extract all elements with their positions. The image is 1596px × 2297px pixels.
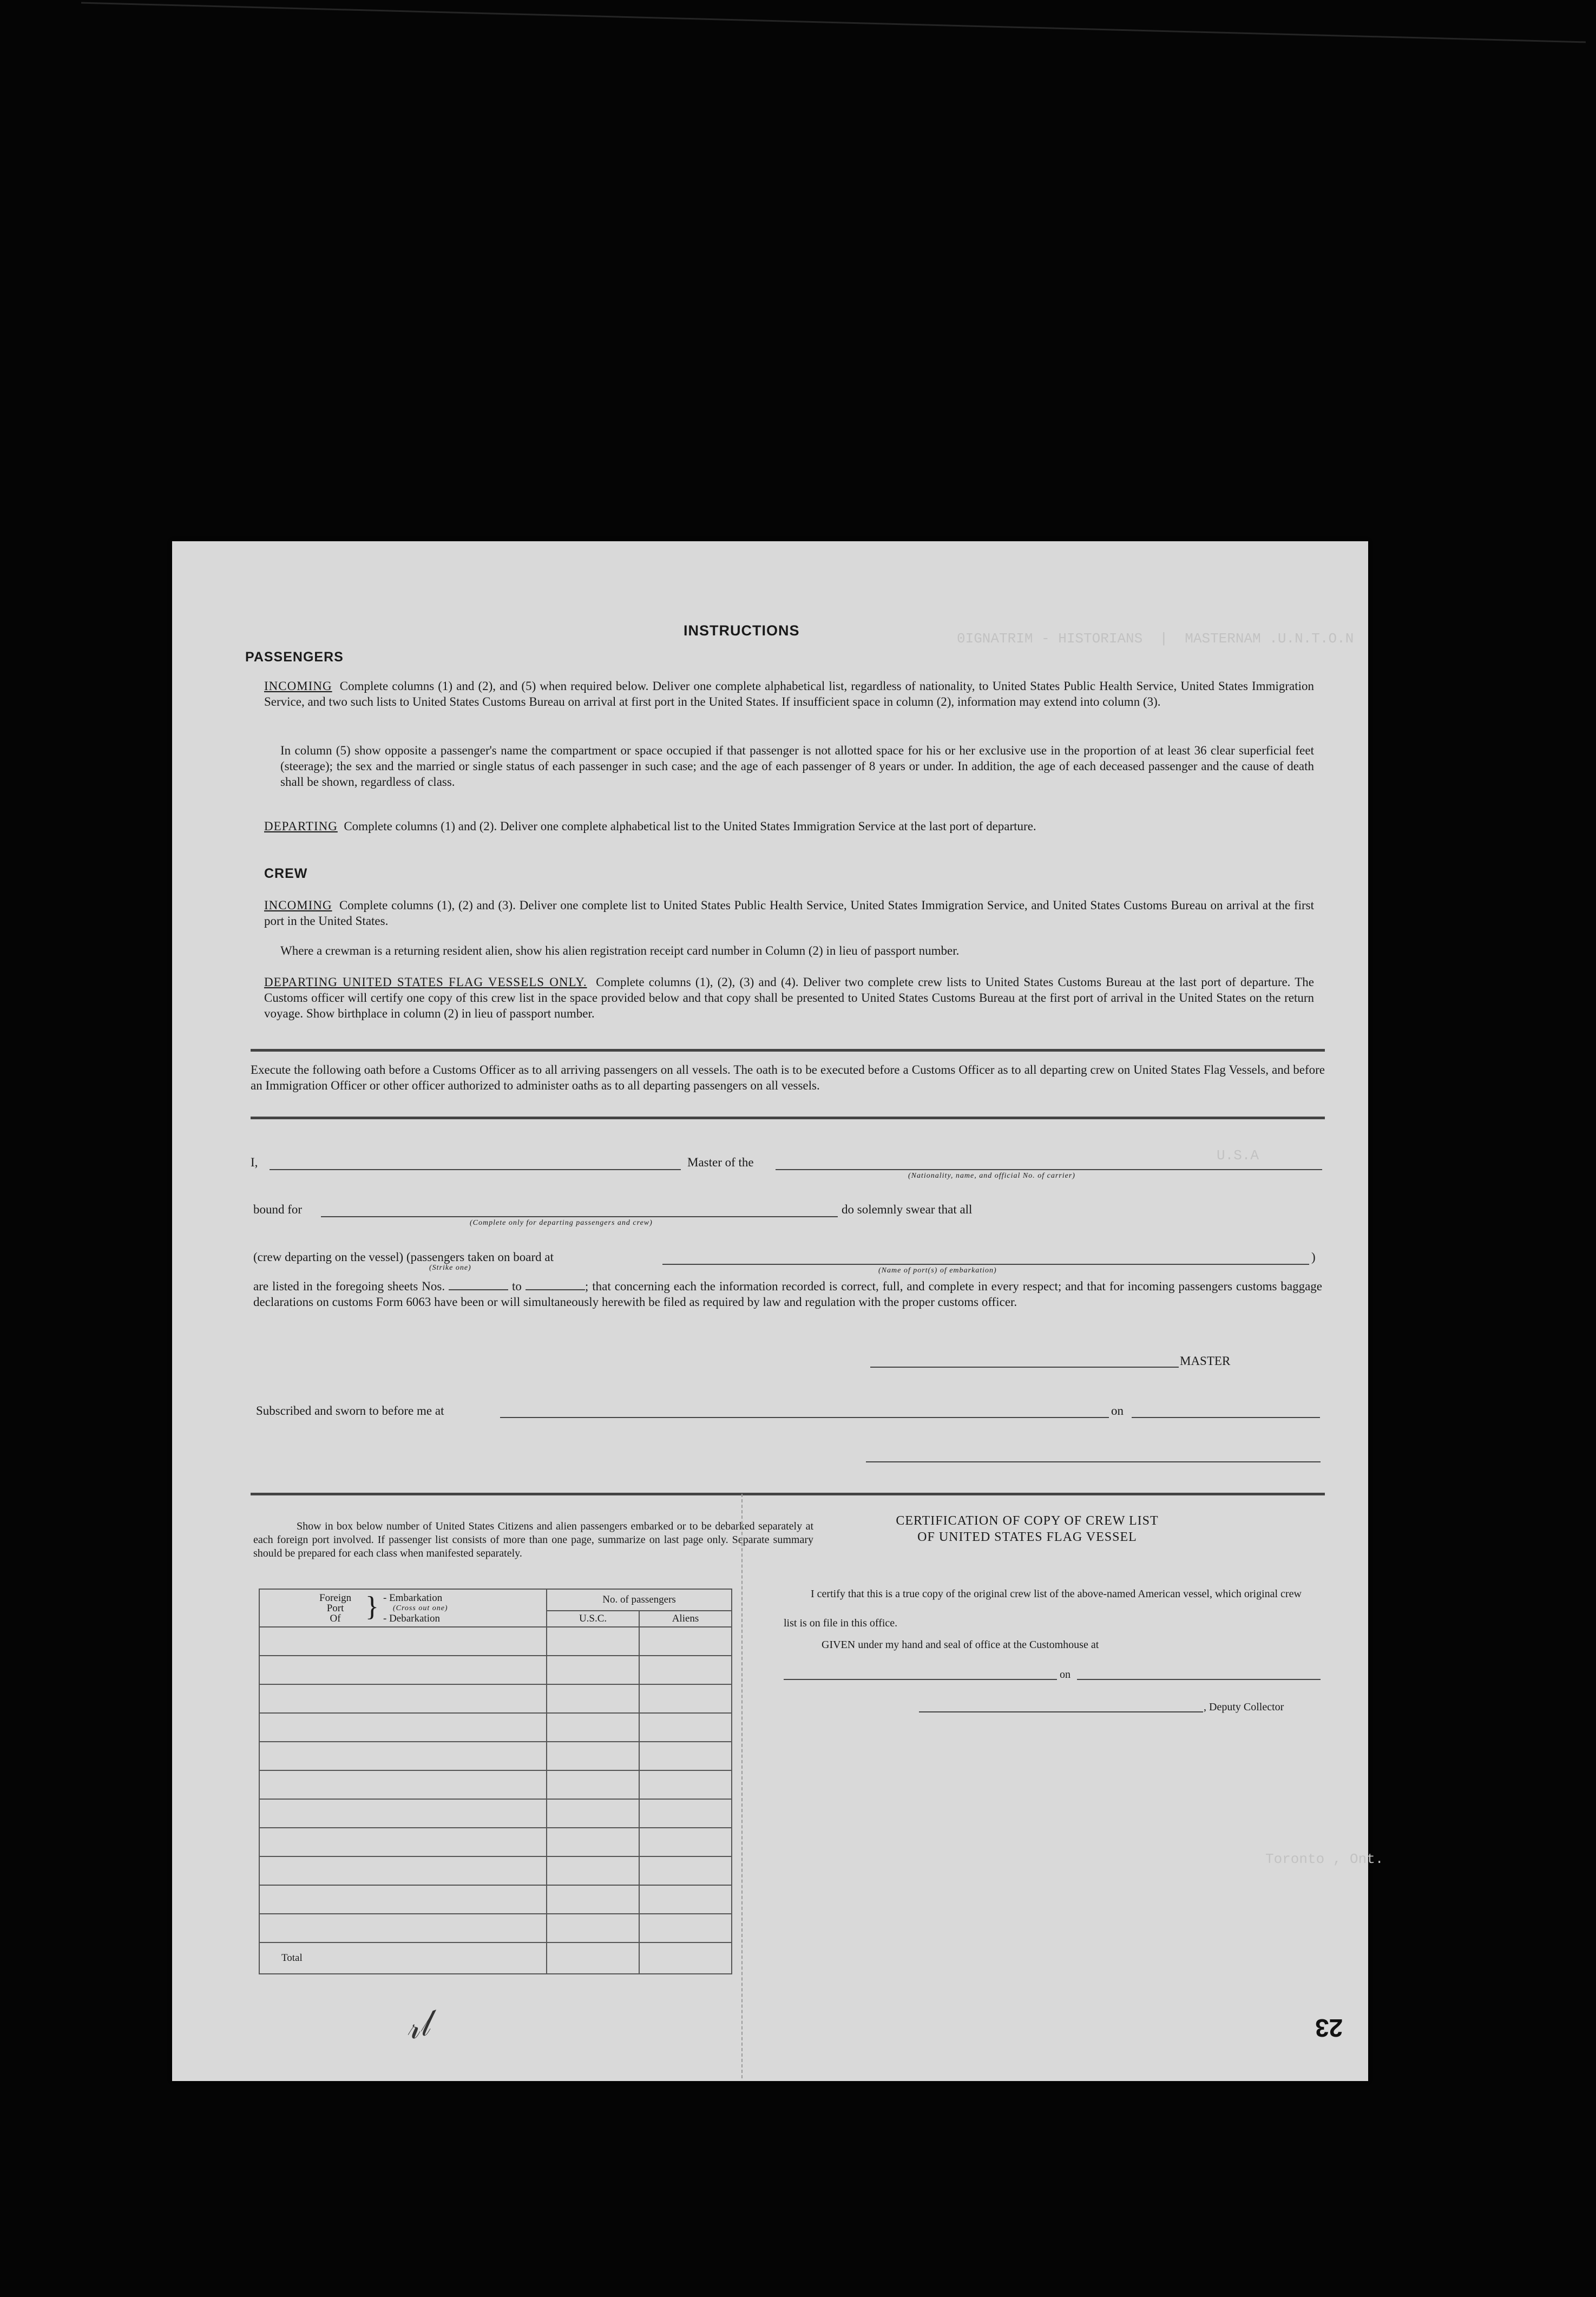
bleed-through-text: U.S.A bbox=[1217, 1147, 1259, 1164]
usc-cell[interactable] bbox=[547, 1856, 639, 1885]
strike-one-caption: (Strike one) bbox=[429, 1264, 471, 1272]
certification-on: on bbox=[1060, 1669, 1070, 1681]
carrier-caption: (Nationality, name, and official No. of carrier) bbox=[908, 1172, 1075, 1180]
crew-departing-label: DEPARTING UNITED STATES FLAG VESSELS ONLY. bbox=[264, 975, 587, 989]
table-row bbox=[259, 1684, 732, 1713]
port-cell[interactable] bbox=[259, 1856, 547, 1885]
customhouse-field[interactable] bbox=[784, 1679, 1057, 1680]
table-row bbox=[259, 1770, 732, 1799]
ports-of-embarkation-field[interactable] bbox=[662, 1264, 1309, 1265]
film-edge bbox=[81, 2, 1586, 114]
passengers-header-cell bbox=[547, 1589, 732, 1627]
crew-departing-paragraph bbox=[264, 974, 1314, 1021]
usc-cell[interactable] bbox=[547, 1799, 639, 1828]
usc-cell[interactable] bbox=[547, 1684, 639, 1713]
passengers-incoming-paragraph bbox=[264, 678, 1314, 710]
oath-listed-paragraph bbox=[253, 1278, 1322, 1310]
oath-listed-part2: ; that concerning each the information recorded is correct, full, and complete in every respect; and that for incoming passengers customs baggage declarations on customs Form 6063 have been or will simultaneously herewith be filed as required by law and regulation with the proper customs officer. bbox=[253, 1279, 1323, 1309]
aliens-cell[interactable] bbox=[639, 1742, 732, 1770]
carrier-field[interactable] bbox=[776, 1169, 1322, 1170]
usc-cell[interactable] bbox=[547, 1627, 639, 1656]
oath-listed-part1: are listed in the foregoing sheets Nos. bbox=[253, 1279, 445, 1293]
oath-intro: Execute the following oath before a Customs Officer as to all arriving passengers on all vessels. The oath is to be executed before a Customs Officer as to all departing crew on United States Flag Vessels, and before an Immigration Officer or other officer authorized to administer oaths as to all departing passengers on all vessels. bbox=[251, 1063, 1325, 1092]
port-cell[interactable] bbox=[259, 1713, 547, 1742]
crew-incoming-label: INCOMING bbox=[264, 898, 332, 912]
usc-column-header: U.S.C. bbox=[547, 1611, 640, 1626]
table-row bbox=[259, 1885, 732, 1914]
embarkation-option[interactable]: - Embarkation bbox=[383, 1592, 443, 1604]
no-of-passengers-label: No. of passengers bbox=[547, 1590, 731, 1611]
foreign-port-of-label: Foreign Port Of bbox=[319, 1592, 352, 1624]
page-title: INSTRUCTIONS bbox=[684, 622, 800, 639]
brace-icon: } bbox=[365, 1591, 379, 1622]
table-row bbox=[259, 1828, 732, 1856]
deputy-collector-label: , Deputy Collector bbox=[1204, 1701, 1284, 1713]
port-cell[interactable] bbox=[259, 1770, 547, 1799]
crew-incoming-paragraph bbox=[264, 897, 1314, 929]
port-header-cell bbox=[259, 1589, 547, 1627]
aliens-cell[interactable] bbox=[639, 1627, 732, 1656]
certification-text: I certify that this is a true copy of the original crew list of the above-named American vessel, which original crew list is on file in this office. bbox=[784, 1588, 1302, 1629]
master-label: MASTER bbox=[1180, 1354, 1231, 1368]
ports-caption: (Name of port(s) of embarkation) bbox=[878, 1266, 997, 1275]
passengers-departing-text: Complete columns (1) and (2). Deliver one complete alphabetical list to the United States Immigration Service at the last port of departure. bbox=[344, 819, 1036, 833]
sworn-on-label: on bbox=[1111, 1404, 1124, 1417]
certification-date-field[interactable] bbox=[1077, 1679, 1321, 1680]
aliens-cell[interactable] bbox=[639, 1885, 732, 1914]
oath-to: to bbox=[512, 1279, 522, 1293]
sworn-date-field[interactable] bbox=[1132, 1417, 1320, 1418]
master-name-field[interactable] bbox=[270, 1169, 681, 1170]
page-number: 23 bbox=[1315, 2014, 1343, 2042]
aliens-column-header: Aliens bbox=[672, 1613, 699, 1624]
crew-incoming-text: Complete columns (1), (2) and (3). Deliver one complete list to United States Public Health Service, United States Immigration Service, and United States Customs Bureau on arrival at the first port in the United States. bbox=[264, 898, 1314, 928]
aliens-cell[interactable] bbox=[639, 1856, 732, 1885]
box-instructions: Show in box below number of United States Citizens and alien passengers embarked or to be debarked separately at each foreign port involved. If passenger list consists of more than one page, summarize on last page only. Separate summary should be prepared for each class when manifested separately. bbox=[253, 1520, 813, 1559]
table-row bbox=[259, 1856, 732, 1885]
oath-do-swear: do solemnly swear that all bbox=[842, 1203, 973, 1216]
certification-title bbox=[822, 1513, 1233, 1545]
passengers-column5-paragraph: In column (5) show opposite a passenger's name the compartment or space occupied if that passenger is not allotted space for his or her exclusive use in the proportion of at least 36 clear superficial feet (steerage); the sex and the married or single status of each passenger in such case; and the age of each passenger of 8 years or under. In addition, the age of each deceased passenger and the cause of death shall be shown, regardless of class. bbox=[280, 744, 1314, 789]
port-cell[interactable] bbox=[259, 1684, 547, 1713]
subscribed-label: Subscribed and sworn to before me at bbox=[256, 1404, 444, 1417]
usc-cell[interactable] bbox=[547, 1914, 639, 1942]
passengers-incoming-label: INCOMING bbox=[264, 679, 332, 693]
passengers-heading: PASSENGERS bbox=[245, 649, 344, 665]
port-cell[interactable] bbox=[259, 1828, 547, 1856]
sheet-to-field[interactable] bbox=[526, 1281, 585, 1290]
master-signature-field[interactable] bbox=[870, 1367, 1179, 1368]
table-row bbox=[259, 1627, 732, 1656]
aliens-cell[interactable] bbox=[639, 1713, 732, 1742]
port-cell[interactable] bbox=[259, 1885, 547, 1914]
port-cell[interactable] bbox=[259, 1656, 547, 1684]
usc-cell[interactable] bbox=[547, 1713, 639, 1742]
oath-bound-for: bound for bbox=[253, 1203, 303, 1216]
table-row bbox=[259, 1656, 732, 1684]
table-row bbox=[259, 1914, 732, 1942]
document-page bbox=[172, 541, 1384, 2081]
passengers-departing-paragraph bbox=[264, 818, 1314, 834]
section-divider bbox=[251, 1049, 1325, 1052]
section-divider bbox=[251, 1493, 1325, 1495]
usc-cell[interactable] bbox=[547, 1828, 639, 1856]
deputy-signature-field[interactable] bbox=[919, 1711, 1203, 1712]
certification-title-line2: OF UNITED STATES FLAG VESSEL bbox=[917, 1530, 1137, 1544]
total-row bbox=[259, 1942, 732, 1974]
aliens-cell[interactable] bbox=[639, 1914, 732, 1942]
aliens-cell[interactable] bbox=[639, 1684, 732, 1713]
section-divider bbox=[251, 1117, 1325, 1119]
port-cell[interactable] bbox=[259, 1627, 547, 1656]
usc-cell[interactable] bbox=[547, 1770, 639, 1799]
port-cell[interactable] bbox=[259, 1914, 547, 1942]
passenger-count-table bbox=[259, 1589, 732, 1974]
bound-for-field[interactable] bbox=[321, 1216, 838, 1217]
certification-title-line1: CERTIFICATION OF COPY OF CREW LIST bbox=[896, 1514, 1159, 1528]
port-cell[interactable] bbox=[259, 1742, 547, 1770]
oath-i-label: I, bbox=[251, 1156, 258, 1169]
bleed-through-text: Toronto , Ont. bbox=[1265, 1851, 1384, 1867]
bound-caption: (Complete only for departing passengers and crew) bbox=[470, 1219, 653, 1227]
column-divider bbox=[741, 1494, 743, 2078]
usc-total-cell[interactable] bbox=[547, 1942, 639, 1974]
aliens-cell[interactable] bbox=[639, 1828, 732, 1856]
bleed-through-text: 0IGNATRIM - HISTORIANS | MASTERNAM .U.N.T.O.N bbox=[957, 631, 1354, 647]
table-row bbox=[259, 1799, 732, 1828]
usc-cell[interactable] bbox=[547, 1656, 639, 1684]
passengers-incoming-text: Complete columns (1) and (2), and (5) when required below. Deliver one complete alphabetical list, regardless of nationality, to United States Public Health Service, United States Immigration Service, and two such lists to United States Customs Bureau on arrival at first port in the United States. If insufficient space in column (2), information may extend into column (3). bbox=[264, 679, 1315, 708]
oath-close-paren: ) bbox=[1311, 1250, 1316, 1264]
crew-resident-paragraph: Where a crewman is a returning resident alien, show his alien registration receipt card number in Column (2) in lieu of passport number. bbox=[280, 944, 960, 957]
sheet-from-field[interactable] bbox=[449, 1281, 508, 1290]
oath-crew-departing: (crew departing on the vessel) (passengers taken on board at bbox=[253, 1250, 554, 1264]
usc-cell[interactable] bbox=[547, 1885, 639, 1914]
table-row bbox=[259, 1713, 732, 1742]
total-label: Total bbox=[259, 1942, 547, 1974]
aliens-cell[interactable] bbox=[639, 1799, 732, 1828]
aliens-cell[interactable] bbox=[639, 1770, 732, 1799]
table-row bbox=[259, 1742, 732, 1770]
cross-out-caption: (Cross out one) bbox=[393, 1604, 448, 1612]
sworn-at-field[interactable] bbox=[500, 1417, 1109, 1418]
crew-heading: CREW bbox=[264, 866, 308, 881]
passengers-departing-label: DEPARTING bbox=[264, 819, 338, 833]
officer-signature-field[interactable] bbox=[866, 1461, 1321, 1462]
port-cell[interactable] bbox=[259, 1799, 547, 1828]
certification-given: GIVEN under my hand and seal of office at the Customhouse at bbox=[822, 1639, 1099, 1651]
oath-master-of-the: Master of the bbox=[687, 1156, 754, 1169]
debarkation-option[interactable]: - Debarkation bbox=[383, 1613, 440, 1624]
handwritten-mark: 𝓇𝓁 bbox=[400, 2006, 434, 2047]
aliens-total-cell[interactable] bbox=[639, 1942, 732, 1974]
aliens-cell[interactable] bbox=[639, 1656, 732, 1684]
crew-departing-text: Complete columns (1), (2), (3) and (4). Deliver two complete crew lists to United States Customs Bureau at the last port of departure. The Customs officer will certify one copy of this crew list in the space provided below and that copy shall be presented to United States Customs Bureau at the first port of arrival in the United States on the return voyage. Show birthplace in column (2) in lieu of passport number. bbox=[264, 975, 1315, 1020]
usc-cell[interactable] bbox=[547, 1742, 639, 1770]
